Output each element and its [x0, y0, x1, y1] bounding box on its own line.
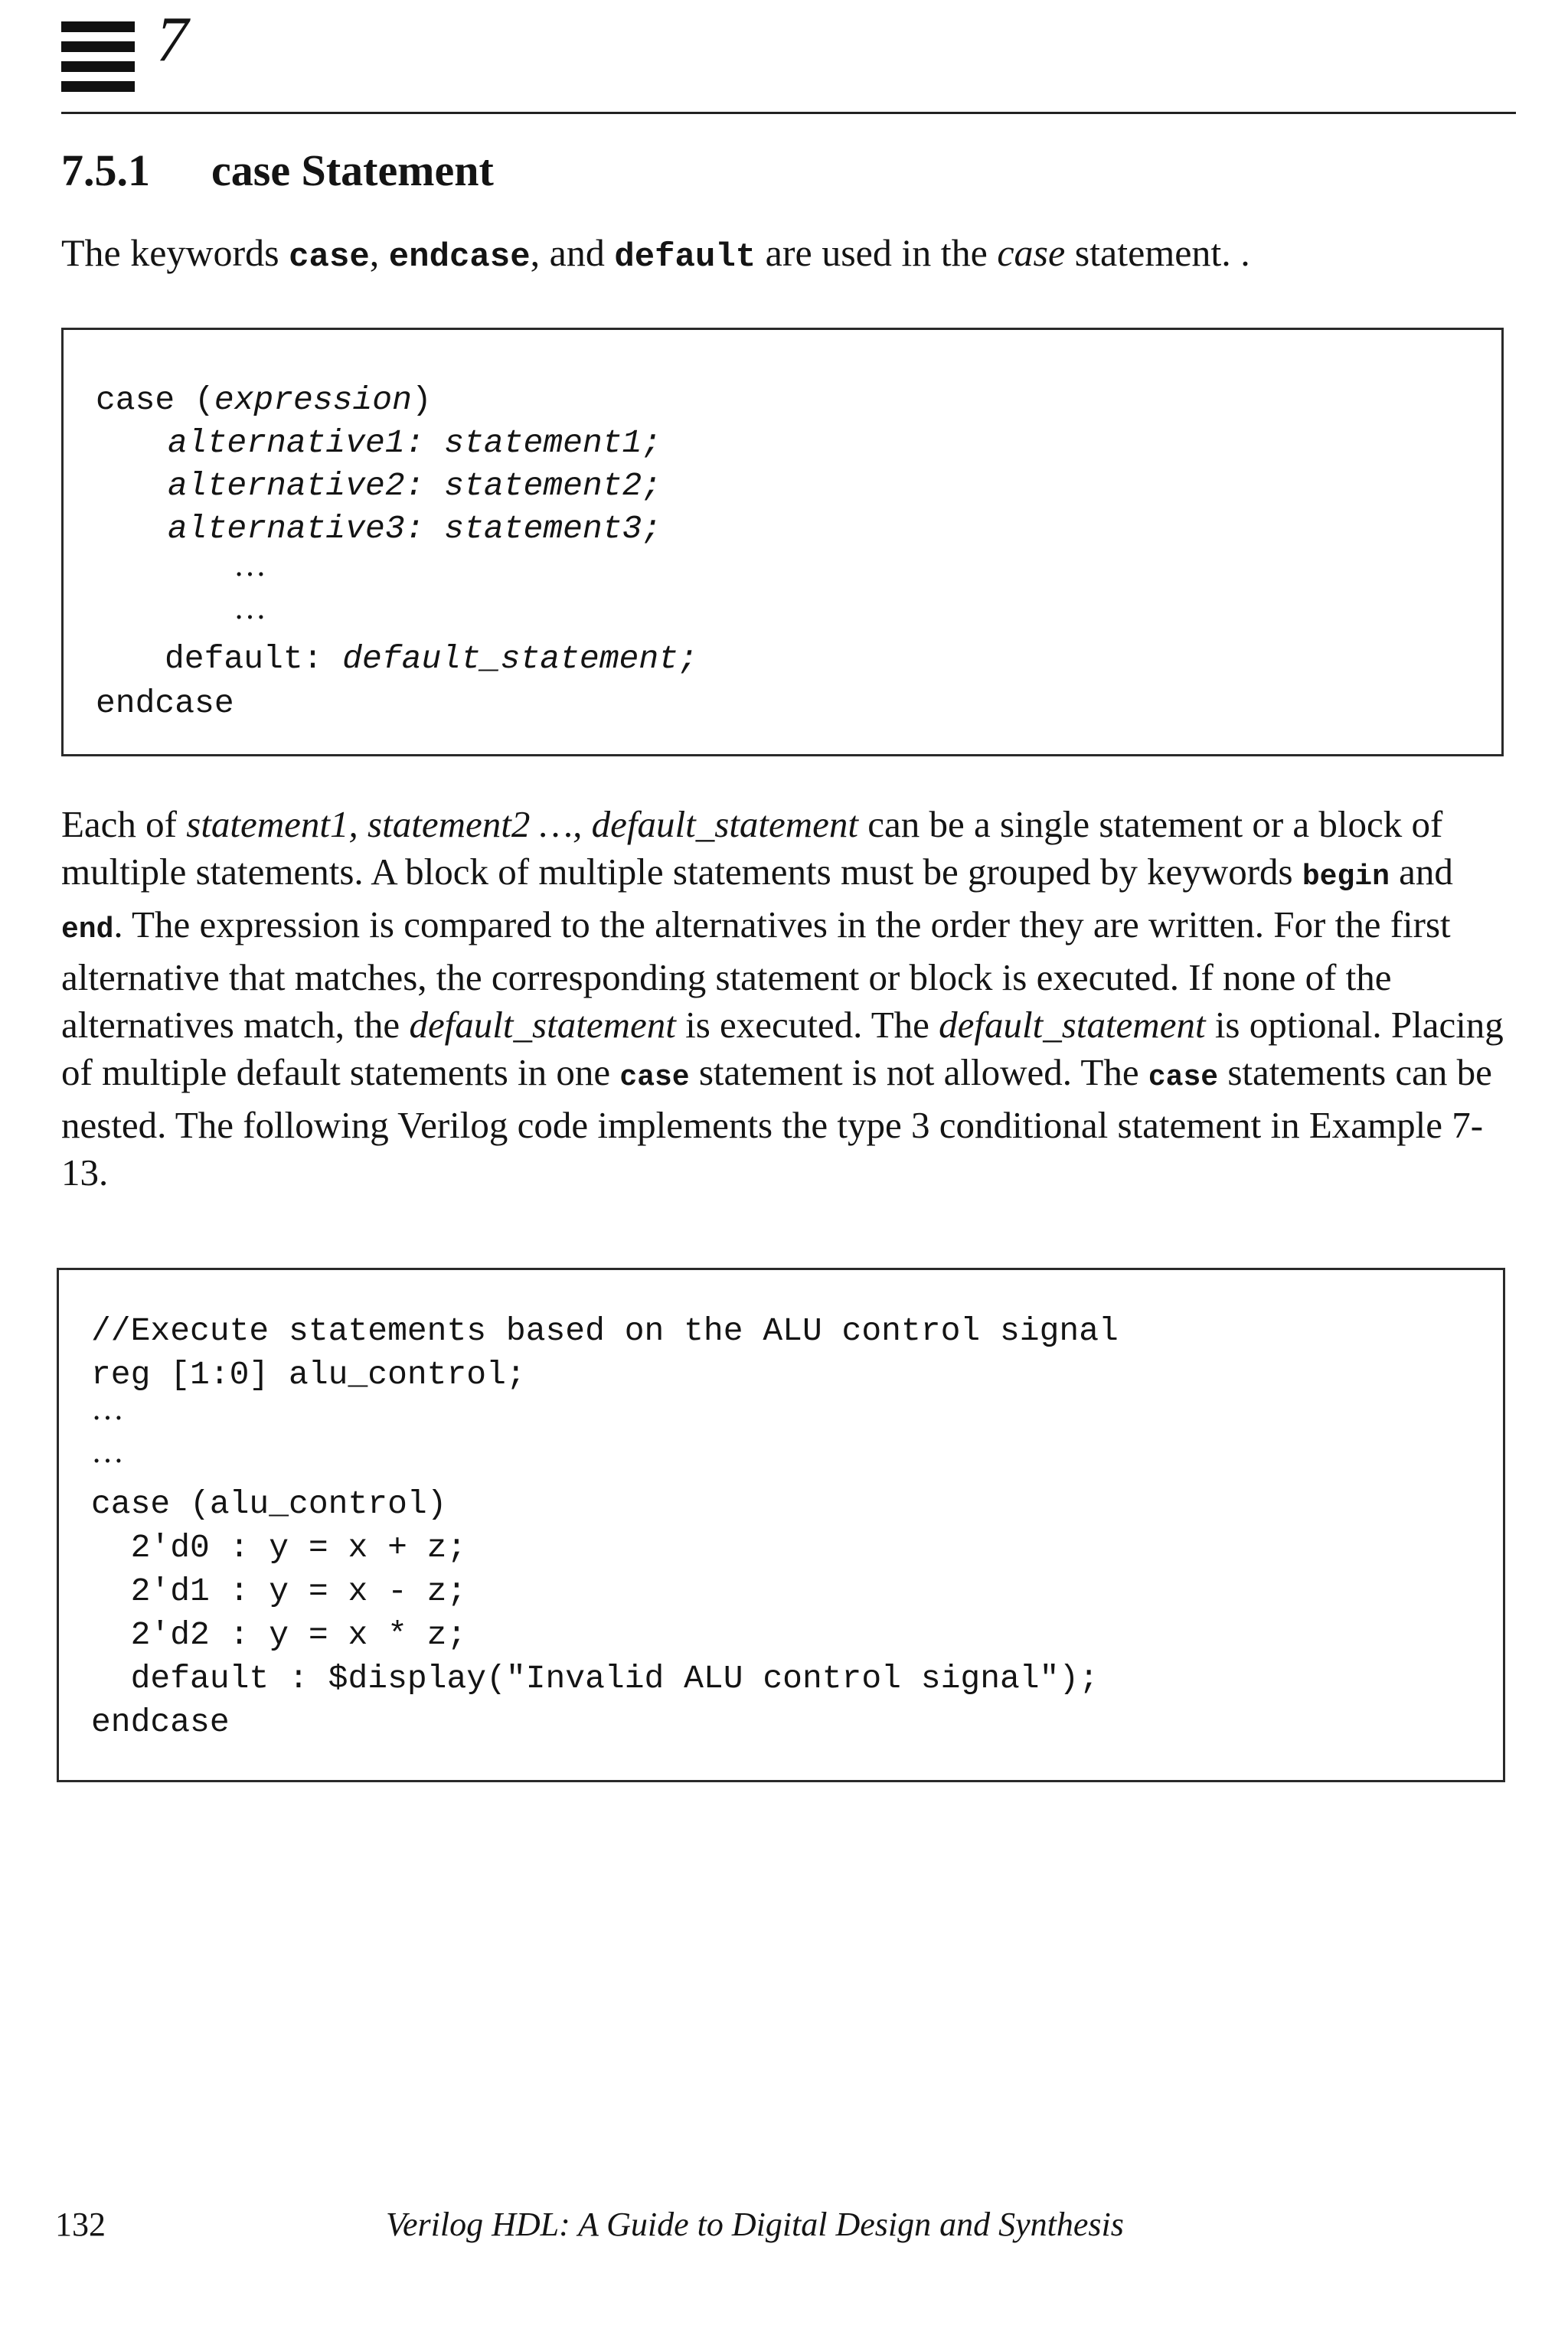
para-span: and: [1389, 851, 1453, 893]
code-line: 2'd0 : y = x + z;: [91, 1529, 467, 1566]
para-italic: default_statement: [409, 1004, 676, 1046]
keyword-end: end: [61, 913, 114, 946]
syntax-line: alternative1: statement1;: [168, 424, 662, 462]
syntax-line: alternative3: statement3;: [168, 510, 662, 547]
para-span: statement is not allowed. The: [689, 1051, 1148, 1093]
syntax-line: [96, 381, 432, 419]
body-paragraph: [61, 801, 1516, 1197]
para-italic: default_statement: [939, 1004, 1206, 1046]
page-number: 132: [55, 2206, 106, 2243]
syntax-italic: expression: [214, 381, 412, 419]
intro-text: statement. .: [1065, 231, 1250, 274]
section-heading: [61, 144, 494, 198]
chapter-number: 7: [156, 4, 188, 75]
code-line: endcase: [91, 1703, 230, 1741]
code-line: 2'd2 : y = x * z;: [91, 1616, 467, 1654]
code-ellipsis: …: [91, 1391, 124, 1427]
keyword-case: case: [1148, 1061, 1219, 1094]
case-syntax-box: [61, 328, 1504, 756]
intro-sentence: [61, 230, 1250, 278]
intro-text: are used in the: [756, 231, 998, 274]
chapter-marker-bars: [61, 21, 135, 101]
syntax-line: [165, 640, 698, 678]
section-number: 7.5.1: [61, 145, 150, 195]
section-title: case Statement: [211, 145, 494, 195]
alu-code-box: [57, 1268, 1505, 1782]
intro-text: , and: [530, 231, 615, 274]
para-italic: statement1, statement2 …, default_statement: [186, 803, 859, 845]
para-span: statements can be nested. The following Verilog code implements the type 3 conditional statement in Example 7-13.: [61, 1051, 1492, 1194]
para-span: is executed. The: [675, 1004, 939, 1046]
running-footer-title: Verilog HDL: A Guide to Digital Design and Synthesis: [386, 2206, 1124, 2243]
code-line: //Execute statements based on the ALU control signal: [91, 1312, 1119, 1350]
syntax-text: default:: [165, 640, 343, 678]
code-ellipsis: …: [91, 1434, 124, 1470]
code-line: default : $display("Invalid ALU control signal");: [91, 1660, 1099, 1697]
syntax-line: alternative2: statement2;: [168, 467, 662, 505]
code-line: reg [1:0] alu_control;: [91, 1356, 526, 1393]
para-span: . The expression is compared to the alternatives in the order they are written. For the first alternative that matches, the corresponding statement or block is executed. If none of the alternatives match, the: [61, 903, 1451, 1046]
intro-text: The keywords: [61, 231, 289, 274]
syntax-text: case (: [96, 381, 214, 419]
header-rule: [61, 112, 1516, 114]
para-span: is optional. Placing of multiple default statements in one: [61, 1004, 1504, 1093]
syntax-line: endcase: [96, 684, 234, 722]
keyword-begin: begin: [1302, 861, 1390, 893]
para-span: Each of: [61, 803, 187, 845]
keyword-default: default: [614, 238, 756, 276]
para-span: can be a single statement or a block of multiple statements. A block of multiple statements must be grouped by keywords: [61, 803, 1443, 893]
keyword-endcase: endcase: [388, 238, 531, 276]
syntax-ellipsis: …: [234, 590, 266, 626]
paragraph-text: [61, 801, 1516, 1197]
syntax-italic: default_statement;: [342, 640, 698, 678]
code-line: case (alu_control): [91, 1485, 447, 1523]
syntax-ellipsis: …: [234, 547, 266, 583]
keyword-case: case: [289, 238, 370, 276]
intro-text: ,: [369, 231, 389, 274]
keyword-case: case: [619, 1061, 690, 1094]
intro-italic-case: case: [997, 231, 1066, 274]
code-line: 2'd1 : y = x - z;: [91, 1572, 467, 1610]
syntax-text: ): [411, 381, 432, 419]
